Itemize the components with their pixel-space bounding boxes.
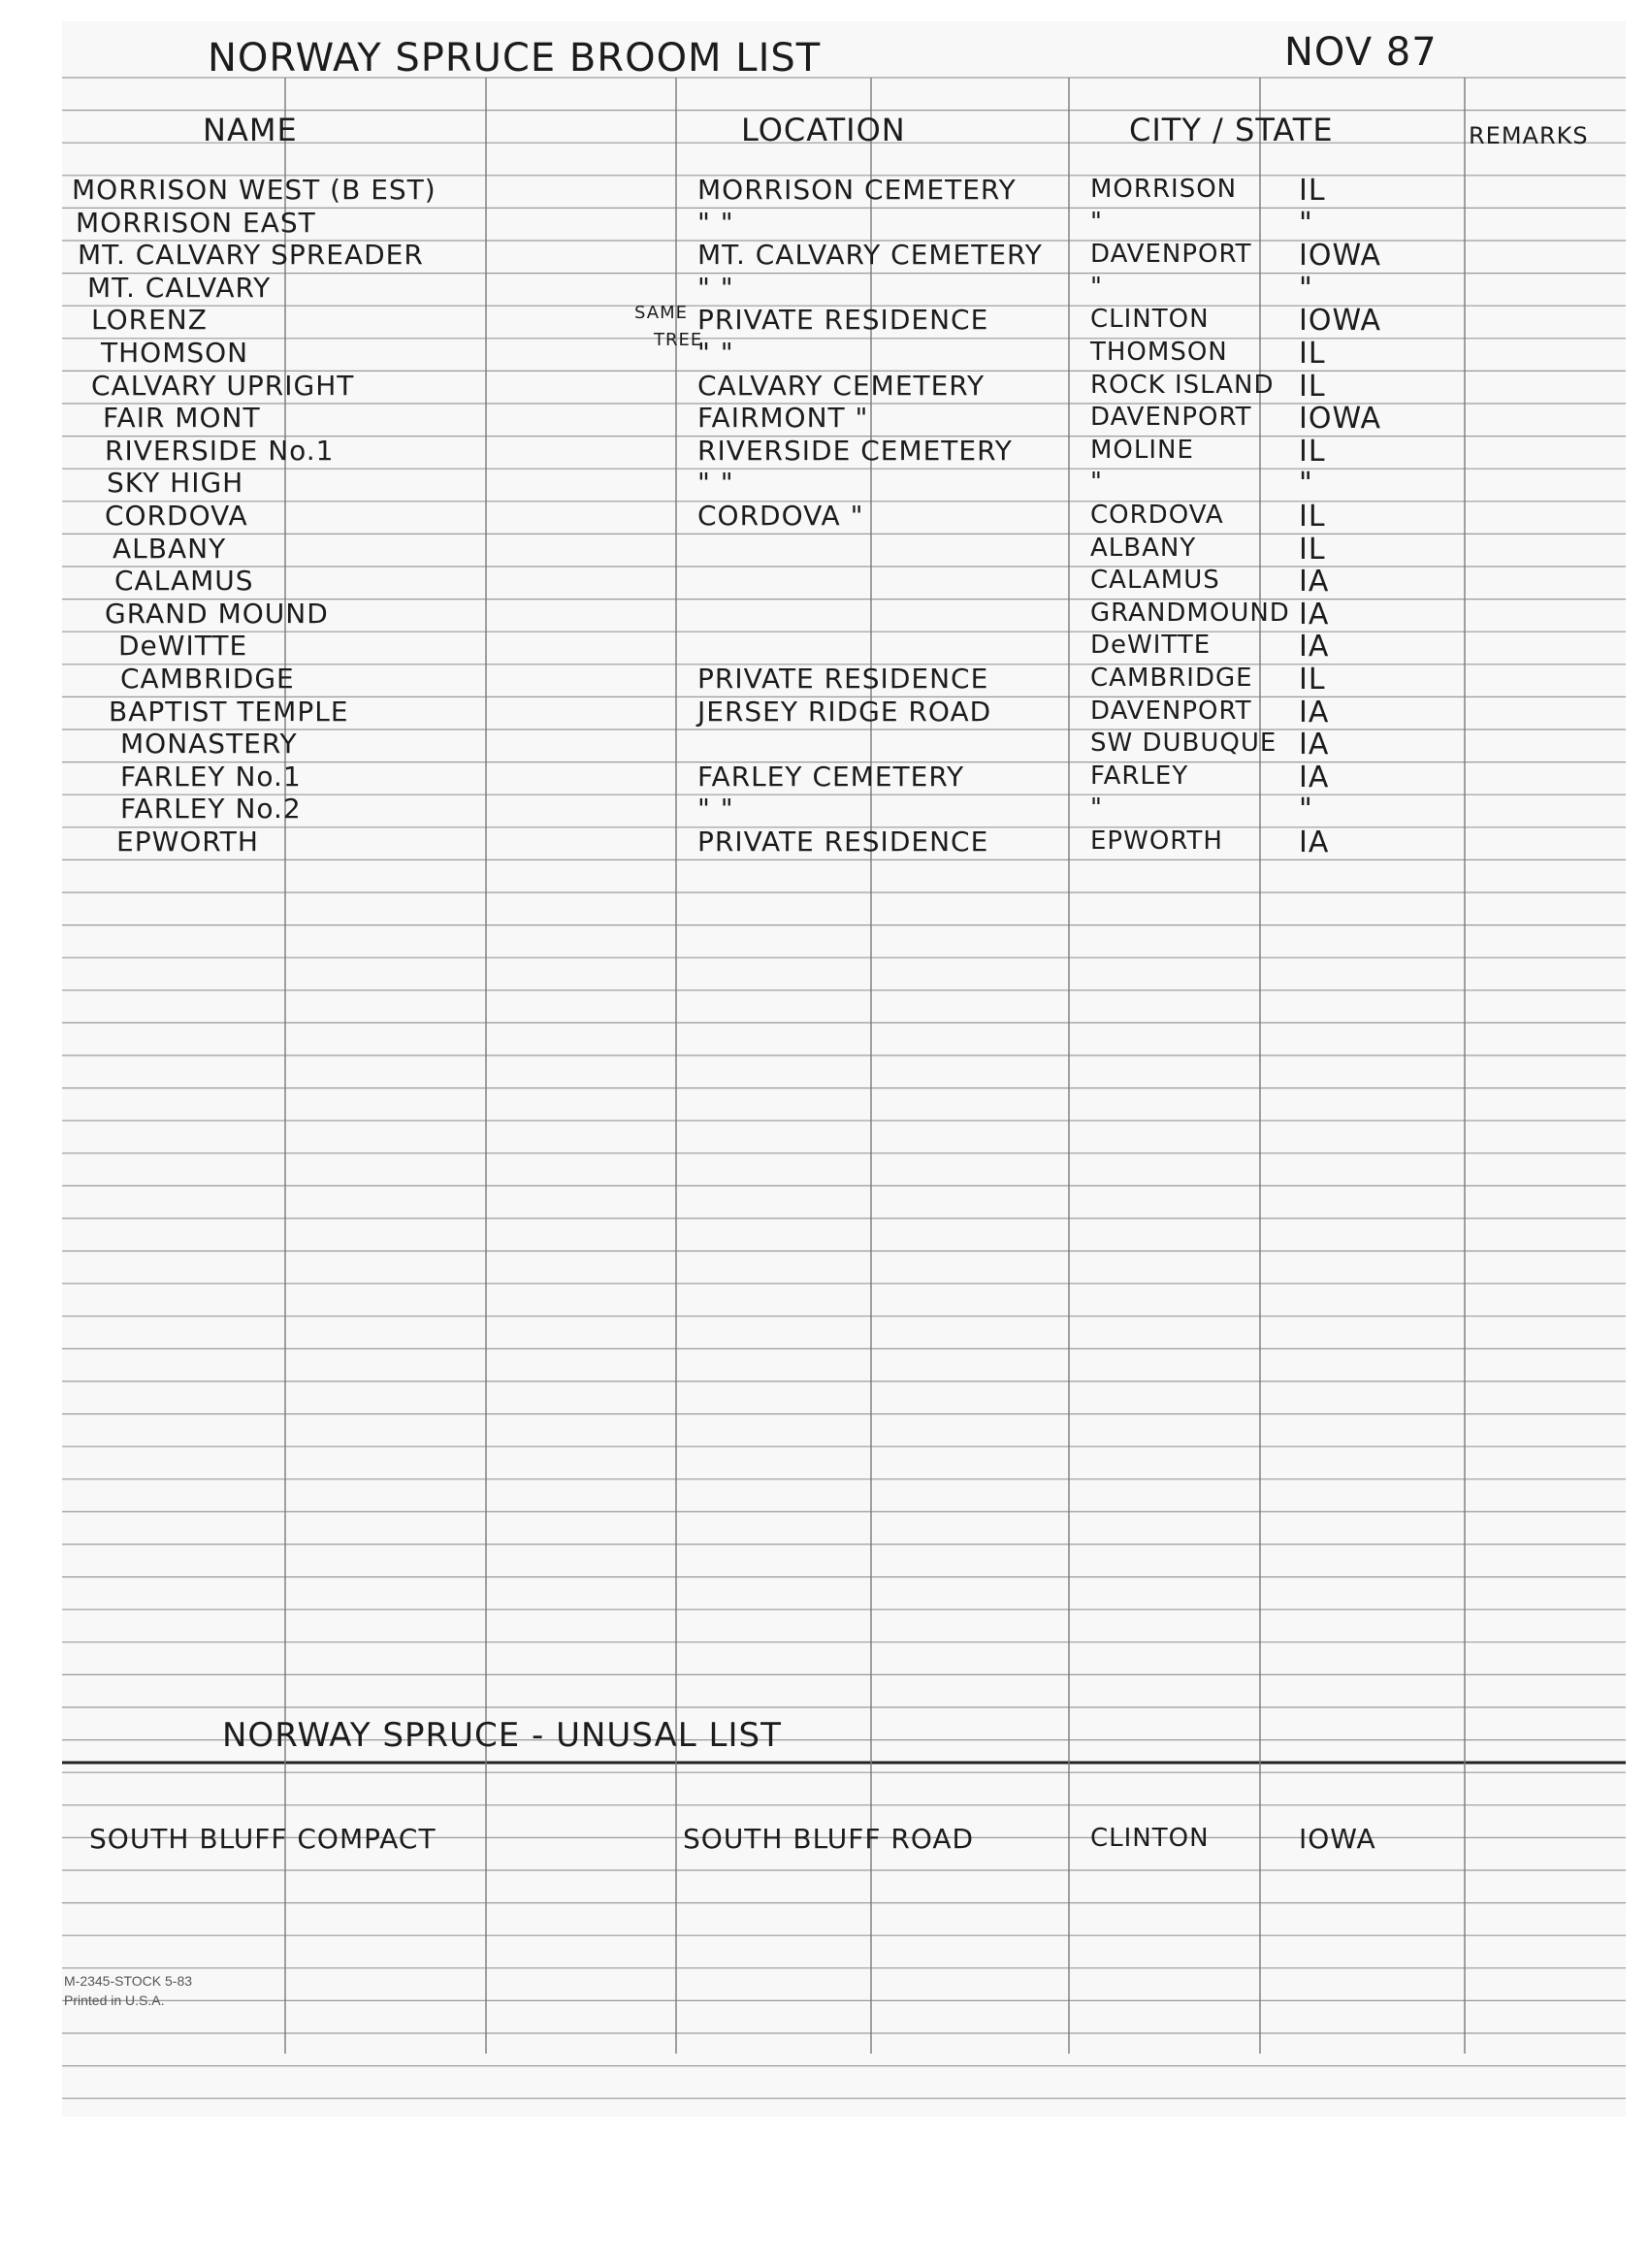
broom-location: MT. CALVARY CEMETERY <box>697 239 1043 272</box>
broom-name: RIVERSIDE No.1 <box>105 434 335 467</box>
broom-state: IL <box>1299 174 1326 208</box>
ledger-grid <box>62 21 1626 2117</box>
broom-city: CAMBRIDGE <box>1090 664 1253 693</box>
broom-name: FARLEY No.2 <box>120 793 302 826</box>
broom-state: IA <box>1299 728 1330 762</box>
broom-location: JERSEY RIDGE ROAD <box>697 695 992 728</box>
broom-city: " <box>1090 794 1103 824</box>
broom-state: IL <box>1299 532 1326 567</box>
header-name: NAME <box>203 112 298 148</box>
unusual-list-title: NORWAY SPRUCE - UNUSAL LIST <box>222 1716 782 1755</box>
ledger-sheet <box>62 21 1626 2117</box>
broom-state: " <box>1299 467 1313 502</box>
broom-name: CORDOVA <box>105 500 248 532</box>
broom-name: CALAMUS <box>114 565 254 598</box>
side-note-same: SAME <box>634 303 688 323</box>
broom-location: " " <box>697 793 734 826</box>
broom-city: GRANDMOUND <box>1090 598 1290 628</box>
unusual-name: SOUTH BLUFF COMPACT <box>89 1823 436 1855</box>
broom-city: DAVENPORT <box>1090 240 1252 270</box>
unusual-state: IOWA <box>1299 1823 1376 1855</box>
broom-name: FARLEY No.1 <box>120 760 302 793</box>
broom-name: THOMSON <box>101 337 249 369</box>
broom-state: " <box>1299 271 1313 306</box>
broom-city: ROCK ISLAND <box>1090 370 1275 400</box>
broom-city: CALAMUS <box>1090 566 1220 596</box>
broom-state: IL <box>1299 337 1326 371</box>
list-date: NOV 87 <box>1284 30 1438 75</box>
broom-name: MORRISON EAST <box>76 206 316 239</box>
header-remarks: REMARKS <box>1469 122 1589 149</box>
broom-name: ALBANY <box>113 532 227 565</box>
broom-name: MONASTERY <box>120 728 298 761</box>
broom-city: ALBANY <box>1090 533 1197 563</box>
broom-name: MT. CALVARY <box>87 271 272 304</box>
broom-name: GRAND MOUND <box>105 597 329 630</box>
side-note-tree: TREE <box>654 330 703 350</box>
broom-name: LORENZ <box>91 304 208 337</box>
broom-location: " " <box>697 467 734 500</box>
broom-location: " " <box>697 337 734 369</box>
broom-location: FARLEY CEMETERY <box>697 760 965 793</box>
broom-city: EPWORTH <box>1090 826 1223 856</box>
broom-state: IL <box>1299 369 1326 404</box>
broom-state: IL <box>1299 434 1326 469</box>
broom-location: CALVARY CEMETERY <box>697 369 986 402</box>
broom-state: IA <box>1299 695 1330 729</box>
broom-name: MORRISON WEST (B EST) <box>72 174 436 206</box>
broom-city: DAVENPORT <box>1090 696 1252 726</box>
broom-state: IA <box>1299 630 1330 664</box>
list-title: NORWAY SPRUCE BROOM LIST <box>208 36 822 81</box>
broom-name: SKY HIGH <box>107 467 244 500</box>
broom-name: CAMBRIDGE <box>120 663 295 695</box>
unusual-location: SOUTH BLUFF ROAD <box>683 1823 975 1855</box>
header-city-state: CITY / STATE <box>1129 112 1334 148</box>
broom-state: IL <box>1299 500 1326 534</box>
broom-location: PRIVATE RESIDENCE <box>697 826 989 858</box>
broom-location: PRIVATE RESIDENCE <box>697 663 989 695</box>
broom-city: MORRISON <box>1090 175 1238 204</box>
broom-name: DeWITTE <box>118 630 248 663</box>
broom-city: " <box>1090 272 1103 302</box>
broom-state: " <box>1299 793 1313 827</box>
broom-state: IOWA <box>1299 239 1382 274</box>
broom-city: THOMSON <box>1090 338 1228 367</box>
broom-city: MOLINE <box>1090 435 1194 465</box>
broom-name: EPWORTH <box>116 826 259 858</box>
broom-state: IA <box>1299 597 1330 632</box>
broom-location: " " <box>697 271 734 304</box>
broom-state: IA <box>1299 760 1330 794</box>
broom-state: IOWA <box>1299 304 1382 339</box>
broom-name: BAPTIST TEMPLE <box>109 695 349 728</box>
broom-location: MORRISON CEMETERY <box>697 174 1017 206</box>
broom-city: CORDOVA <box>1090 501 1224 530</box>
broom-name: MT. CALVARY SPREADER <box>78 239 424 272</box>
broom-state: IOWA <box>1299 402 1382 437</box>
broom-city: FARLEY <box>1090 761 1189 791</box>
broom-name: FAIR MONT <box>103 402 261 435</box>
broom-name: CALVARY UPRIGHT <box>91 369 355 402</box>
form-number: M-2345-STOCK 5-83 <box>64 1973 193 1989</box>
broom-location: FAIRMONT " <box>697 402 869 435</box>
broom-state: IA <box>1299 826 1330 859</box>
broom-city: DeWITTE <box>1090 631 1212 661</box>
broom-city: SW DUBUQUE <box>1090 729 1277 759</box>
broom-city: " <box>1090 468 1103 498</box>
unusual-city: CLINTON <box>1090 1824 1210 1853</box>
broom-city: DAVENPORT <box>1090 403 1252 433</box>
broom-location: " " <box>697 206 734 239</box>
broom-state: " <box>1299 206 1313 241</box>
broom-city: CLINTON <box>1090 305 1210 335</box>
header-location: LOCATION <box>741 112 906 148</box>
broom-city: " <box>1090 207 1103 237</box>
broom-state: IA <box>1299 565 1330 599</box>
broom-state: IL <box>1299 663 1326 697</box>
broom-location: RIVERSIDE CEMETERY <box>697 434 1013 467</box>
printed-in: Printed in U.S.A. <box>64 1993 165 2008</box>
broom-location: CORDOVA " <box>697 500 864 532</box>
broom-location: PRIVATE RESIDENCE <box>697 304 989 337</box>
